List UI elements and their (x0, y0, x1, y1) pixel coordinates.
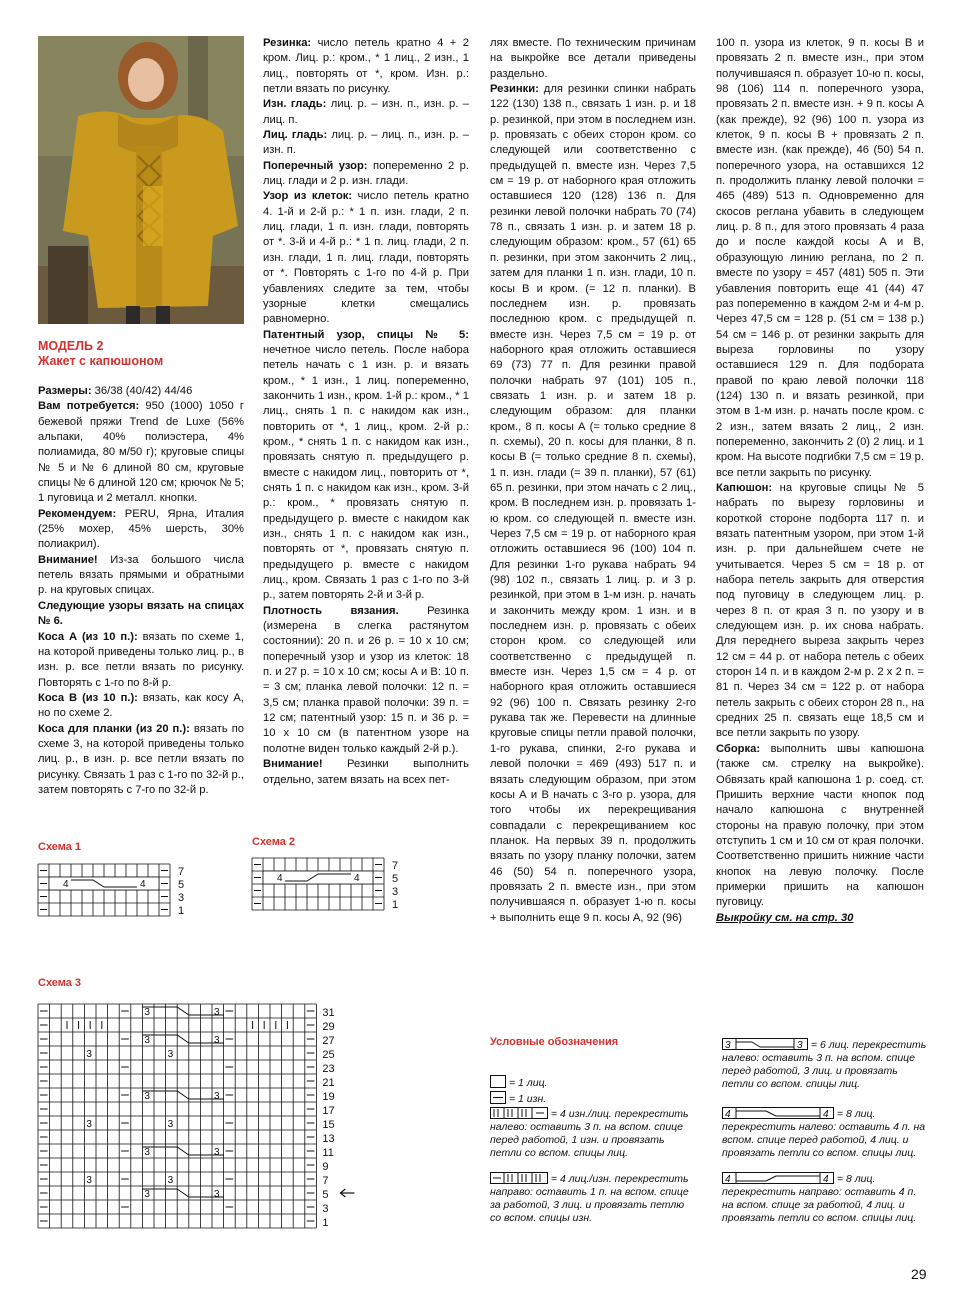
paragraph-text: Резинки выполнить отдельно, затем вязать на всех пет- (263, 758, 469, 786)
paragraph-heading: Следующие узоры вязать на спицах № 6. (38, 599, 244, 628)
row-number: 7 (392, 860, 399, 872)
cross-number: 3 (144, 1147, 150, 1158)
legend-cross-8-right: 4 4 = 8 лиц. перекрестить направо: оставить 4 п. на вспом. спице за работой, 4 лиц. и провязать петли со вспом. спицы лиц. (722, 1173, 917, 1224)
row-number: 29 (322, 1021, 335, 1033)
paragraph-text: Резинка (измерена в слегка растянутом состоянии): 20 п. и 26 р. = 10 х 10 см; поперечный узор и узор из клеток: 18 п. и 27 р. = 10 х 10 см; косы А и В: 10 п. = 3 см; планка левой полочки: 12 п. = 3,5 см; планка правой полочки: 39 п. = 12 см; патентный узор: 15 п. и 36 р. = 10 х 10 см (в патентном узоре на полотне виден только каждый 2-й р.). (263, 604, 469, 755)
row-number: 1 (322, 1217, 329, 1229)
paragraph (490, 36, 696, 82)
row-number: 25 (322, 1049, 335, 1061)
paragraph (263, 128, 469, 159)
row-number: 1 (178, 905, 185, 917)
paragraph (716, 481, 924, 742)
row-number: 23 (322, 1063, 335, 1075)
legend-cross-6-left: 3 3 = 6 лиц. перекрестить налево: оставить 3 п. на вспом. спице перед работой, 3 лиц. и провязать петли со вспом. спицы лиц. (722, 1039, 927, 1090)
paragraph-heading: Сборка: (716, 742, 761, 755)
cross-8-right-symbol (722, 1172, 834, 1184)
cross-8-left-symbol (722, 1107, 834, 1119)
row-number: 7 (322, 1175, 329, 1187)
paragraph-heading: Вам потребуется: (38, 400, 140, 413)
paragraph-heading: Капюшон: (716, 481, 773, 494)
paragraph-text: 36/38 (40/42) 44/46 (91, 385, 193, 397)
paragraph (263, 328, 469, 604)
paragraph-text: 100 п. узора из клеток, 9 п. косы В и провязать 2 п. вместе изн., при этом получившаяся п. образует 10-ю п. косы, 98 (106) 114 п. поперечного узора, провязать 2 п. вместе изн. + 9 п. косы А (как прежде), 92 (96) 100 п. узора из клеток, 9 п. косы В + провязать 2 п. вместе изн. (как прежде), 46 (50) 54 п. поперечного узора, на оставшихся 12 п. продолжить планку левой полочки = 465 (489) 513 п. Одновременно для скосов реглана убавить в следующем лиц. р. 8 п., для этого провязать 4 раза до и после каждой косы А и В, образующую линию реглана, по 2 п. вместе по узору = 457 (481) 505 п. Эти убавления повторить еще 41 (44) 47 раз попеременно в каждом 2-м и 4-м р. Через 47,5 см = 128 р. (51 см = 138 р.) 54 см = 146 р. от резинки закрыть для выреза горловины по узору оставшиеся 129 п. Для подбората правой по краю левой полочки 118 (124) 130 п. и вязать резинкой, при этом в 1-м изн. р. начать после кром. с 2 изн., затем вязать 2 лиц., 2 изн. попеременно, закончить 2 (0) 2 лиц. и 1 кром. На высоте подгибки 7,5 см = 19 р. все петли закрыть по рисунку. (716, 37, 924, 479)
row-number: 1 (392, 899, 399, 911)
paragraph-text: выполнить швы капюшона (также см. стрелку на выкройке). Обвязать край капюшона 1 р. соед. ст. Пришить верхние части кнопок под начало капюшона с внутренней стороны на правую полочку, при этом отступить 1 см и 10 см от края полочки. Соответственно пришить нижние части кнопок на левую полочку. После примерки пришить на капюшон пуговицу. (716, 742, 924, 909)
model-photo (38, 36, 244, 324)
paragraph (263, 97, 469, 128)
paragraph-heading: Плотность вязания. (263, 604, 399, 617)
legend-cross-8-left: 4 4 = 8 лиц. перекрестить налево: оставить 4 п. на вспом. спице перед работой, 4 лиц. и провязать петли со вспом. спицы лиц. (722, 1108, 926, 1159)
paragraph-heading: Резинки: (490, 83, 539, 96)
scheme-1-label: Схема 1 (38, 841, 82, 853)
purl-symbol (490, 1091, 506, 1104)
paragraph-text: 950 (1000) 1050 г бежевой пряжи Trend de Luxe (56% альпаки, 40% полиэстера, 4% полиамида, 80 м/50 г); круговые спицы № 5 и № 6 длиной 80 см, круговые спицы № 6 длиной 120 см; крючок № 5; 1 пуговица и 2 металл. кнопки. (38, 400, 244, 505)
paragraph-heading: Коса для планки (из 20 п.): (38, 722, 190, 735)
paragraph-text: попеременно 2 р. лиц. глади и 2 р. изн. глади. (263, 159, 469, 188)
paragraph (263, 604, 469, 757)
row-number: 5 (322, 1189, 329, 1201)
paragraph-heading: Узор из клеток: (263, 190, 353, 203)
column-1 (38, 384, 244, 798)
paragraph (263, 36, 469, 97)
legend-knit: = 1 лиц. (490, 1075, 548, 1090)
knit-symbol (490, 1075, 506, 1088)
row-number: 13 (322, 1133, 335, 1145)
paragraph-text: для резинки спинки набрать 122 (130) 138 п., связать 1 изн. р. и 18 р. резинкой, при этом в последнем изн. р. провязать с обеих сторон кром. со следующей или соответственно с предыдущей п. вместе изн. Через 7,5 см = 19 р. от наборного края отложить оставшиеся 120 (128) 136 п. Для резинки левой полочки набрать 70 (74) 78 п., связать 1 изн. р. и затем 18 р. следующим образом: кром., 57 (61) 65 п. резинки, при этом закончить 2 лиц., затем для планки 1 п. изн. глади, 10 п. косы В и кром. (= 12 п. планки). В последнем изн. р. провязать последнюю кром. с предыдущей п. вместе изн. Через 7,5 см = 19 р. от наборного края отложить оставшиеся 69 (73) 77 п. Для резинки правой полочки набрать 97 (101) 105 п., связать 1 изн. р. и затем 18 р. следующим образом: для планки кром., 8 п. косы А (= только средние 8 п. схемы), 20 п. косы для планки, 8 п. косы В (= только средние 8 п. схемы), 1 п. изн. глади (= 39 п. планки), 57 (61) 65 п. резинки, при этом начать с 2 лиц., кром. В последнем изн. р. провязать 1-ю кром. со следующей п. вместе изн. Через 7,5 см = 19 р. от наборного края отложить оставшиеся 96 (100) 104 п. Для резинки 1-го рукава набрать 94 (98) 102 п., связать 1 лиц. р. и 3 р. резинкой, при этом в 1-м изн. р. начать и закончить между кром. 1 изн. и в последнем изн. р. провязать с обеих сторон кром. со следующей или соответственно с предыдущей п. вместе изн. Через 1,5 см = 4 р. от наборного края отложить оставшиеся 92 (96) 100 п. Связать резинку 2-го рукава так же. Перевести на длинные круговые спицы петли правой полочки, 1-го рукава, спинки, 2-го рукава и левой полочки = 469 (493) 517 п. и вязать следующим образом, при этом косы А и В начать с 3-го р. узора, для того чтобы их перекрещивания совпадали с перекрещиванием кос планок. На первых 39 п. продолжить вязать по узору планку полочки, затем 46 (50) 54 п. поперечного узора, провязать 2 п. вместе изн., при этом получившаяся п. образует 1-ю п. косы + выполнить еще 9 п. косы А, 92 (96) (490, 83, 696, 924)
paragraph (490, 82, 696, 926)
paragraph-heading: Внимание! (38, 553, 98, 566)
cross-number: 3 (144, 1189, 150, 1200)
column-3 (490, 36, 696, 926)
paragraph-heading: Рекомендуем: (38, 507, 117, 520)
paragraph-heading: Поперечный узор: (263, 159, 368, 172)
model-heading (38, 339, 163, 369)
paragraph-heading: Внимание! (263, 758, 323, 771)
paragraph (38, 384, 244, 399)
cross-number: 3 (214, 1035, 220, 1046)
row-number: 11 (322, 1147, 334, 1159)
row-number: 7 (178, 866, 185, 878)
paragraph (38, 691, 244, 722)
row-number: 3 (392, 886, 399, 898)
row-number: 17 (322, 1105, 335, 1117)
cross-number: 3 (144, 1091, 150, 1102)
paragraph-text: лиц. р. – лиц. п., изн. р. – изн. п. (263, 129, 469, 157)
row-number: 19 (322, 1091, 335, 1103)
scheme-3-chart (36, 1000, 376, 1236)
legend-purl: = 1 изн. (490, 1091, 546, 1106)
scheme-3-label: Схема 3 (38, 977, 82, 989)
paragraph-text: число петель кратно 4 + 2 кром. Лиц. р.: кром., * 1 лиц., 2 изн., 1 лиц., повторять от *, кром. Изн. р.: петли вязать по рисунку. (263, 37, 469, 96)
scheme-2-label: Схема 2 (252, 836, 296, 848)
paragraph-text: нечетное число петель. После набора петель начать с 1 изн. р. и вязать кром., * 1 изн., 1 лиц. попеременно, закончить 1 изн., кром. 1-й р.: кром., * 1 лиц., снять 1 п. с накидом как изн., повторить от *, 1 лиц., кром. 2-й р.: кром., * снять 1 п. с накидом как изн., провязать снятую п. предыдущего р. вместе с накидом лиц., повторить от *, снять 1 п. с накидом как изн., кром. 3-й р.: кром., * провязать снятую п. предыдущего р. вместе с накидом как изн., снять 1 п. с накидом как изн., повторять от *, провязать снятую п. предыдущего р. вместе с накидом лиц., кром. Связать 1 раз с 1-го по 3-й р., затем повторять 2-й и 3-й р. (263, 343, 469, 602)
cross-number: 4 (277, 873, 283, 884)
paragraph-text: Из-за большого числа петель вязать прямыми и обратными р. на круговых спицах. (38, 553, 244, 597)
column-4 (716, 36, 924, 926)
cross-4-right-symbol (490, 1172, 548, 1184)
row-number: 3 (322, 1203, 329, 1215)
row-number: 3 (178, 892, 185, 904)
paragraph (38, 399, 244, 506)
paragraph-text: PERU, Ярна, Италия (25% мохер, 45% шерсть, 30% полиакрил). (38, 507, 244, 551)
model-number: МОДЕЛЬ 2 (38, 339, 104, 353)
svg-text:4: 4 (823, 1174, 829, 1184)
cross-number: 3 (167, 1049, 174, 1060)
row-number: 21 (322, 1077, 335, 1089)
paragraph-heading: Резинка: (263, 37, 312, 49)
cross-number: 3 (144, 1035, 150, 1046)
row-number: 5 (178, 879, 185, 891)
svg-text:3: 3 (797, 1040, 803, 1050)
paragraph-heading: Изн. гладь: (263, 98, 327, 111)
cross-number: 3 (167, 1119, 174, 1130)
model-photo-illustration (38, 36, 244, 324)
row-number: 15 (322, 1119, 335, 1131)
row-number: 27 (322, 1035, 335, 1047)
svg-text:4: 4 (823, 1109, 829, 1119)
cross-number: 3 (144, 1007, 150, 1018)
svg-text:4: 4 (725, 1109, 731, 1119)
paragraph-heading: Размеры: (38, 385, 92, 397)
paragraph-text: вязать, как косу А, но по схеме 2. (38, 691, 244, 720)
paragraph-text: вязать по схеме 1, на которой приведены только лиц. р., в изн. р. все петли вязать по рисунку. Повторять с 1-го по 8-й р. (38, 630, 244, 689)
cross-number: 3 (86, 1175, 92, 1186)
cross-number: 3 (86, 1119, 92, 1130)
svg-text:3: 3 (725, 1040, 731, 1050)
paragraph (38, 722, 244, 799)
paragraph-text: лях вместе. По техническим причинам на выкройке все детали приведены раздельно. (490, 37, 696, 80)
scheme-1-chart (36, 860, 206, 926)
svg-text:4: 4 (725, 1174, 731, 1184)
row-number: 5 (392, 873, 399, 885)
paragraph (716, 742, 924, 911)
cross-number: 4 (63, 879, 69, 890)
scheme-2-chart (250, 854, 420, 920)
pattern-link[interactable]: Выкройку см. на стр. 30 (716, 911, 854, 924)
paragraph (38, 630, 244, 691)
paragraph (38, 599, 244, 630)
page-number: 29 (911, 1266, 927, 1282)
paragraph (263, 189, 469, 327)
legend-cross-4-left: = 4 изн./лиц. перекрестить налево: оставить 3 п. на вспом. спице перед работой, 1 изн. и провязать петли со вспом. спицы лиц. (490, 1108, 689, 1159)
paragraph-heading: Коса А (из 10 п.): (38, 630, 138, 643)
cross-number: 3 (214, 1091, 220, 1102)
row-number: 9 (322, 1161, 329, 1173)
paragraph-heading: Коса В (из 10 п.): (38, 691, 138, 704)
paragraph (38, 553, 244, 599)
paragraph (263, 159, 469, 190)
cross-4-left-symbol (490, 1107, 548, 1119)
paragraph (716, 36, 924, 481)
model-name: Жакет с капюшоном (38, 354, 164, 368)
legend-cross-4-right: = 4 лиц./изн. перекрестить направо: оставить 1 п. на вспом. спице за работой, 3 лиц. и провязать петлю со вспом. спицы изн. (490, 1173, 689, 1224)
legend-title: Условные обозначения (490, 1036, 619, 1048)
cross-number: 4 (140, 879, 146, 890)
paragraph (38, 507, 244, 553)
cross-number: 3 (86, 1049, 92, 1060)
paragraph-heading: Патентный узор, спицы № 5: (263, 328, 469, 341)
cross-number: 4 (354, 873, 360, 884)
row-number: 31 (322, 1007, 335, 1019)
cross-number: 3 (167, 1175, 174, 1186)
paragraph (263, 757, 469, 788)
column-2 (263, 36, 469, 788)
paragraph-heading: Лиц. гладь: (263, 129, 328, 142)
paragraph-text: на круговые спицы № 5 набрать по вырезу горловины и короткой стороне подборта 117 п. и вязать патентным узором, при этом 1-й изн. р. при дальнейшем счете не учитывается. Через 5 см = 18 р. от набора петель закрыть для отверстия под пуговицу в следующем лиц. р. через 8 п. от края 3 п. по узору и в следующем изн. р. их снова набрать. Для переднего выреза закрыть через 12 см = 44 р. от набора петель с обеих сторон 14 п. и в каждом 2-м р. 2 х 2 п. = 81 п. Через 34 см = 122 р. от набора петель закрыть с обеих сторон 28 п., на средних 25 п. связать еще 18,5 см и все петли закрыть по узору. (716, 481, 924, 740)
cross-number: 3 (214, 1147, 220, 1158)
paragraph-text: лиц. р. – изн. п., изн. р. – лиц. п. (263, 98, 469, 126)
paragraph-text: вязать по схеме 3, на которой приведены только лиц. р., в изн. р. все петли вязать по рисунку. Связать 1 раз с 1-го по 32-й р., затем повторять с 7-го по 32-й р. (38, 722, 244, 796)
cross-number: 3 (214, 1007, 220, 1018)
paragraph-text: число петель кратно 4. 1-й и 2-й р.: * 1 п. изн. глади, 2 п. лиц. глади, 1 п. изн. глади, повторять от *. 3-й и 4-й р.: * 1 п. лиц. глади, 2 п. изн. глади, 1 п. лиц. глади, повторять от *. Повторять с 1-го по 4-й р. При убавлениях следите за тем, чтобы узорные клетки смещались равномерно. (263, 190, 470, 326)
cross-number: 3 (214, 1189, 220, 1200)
cross-6-left-symbol (722, 1038, 808, 1050)
